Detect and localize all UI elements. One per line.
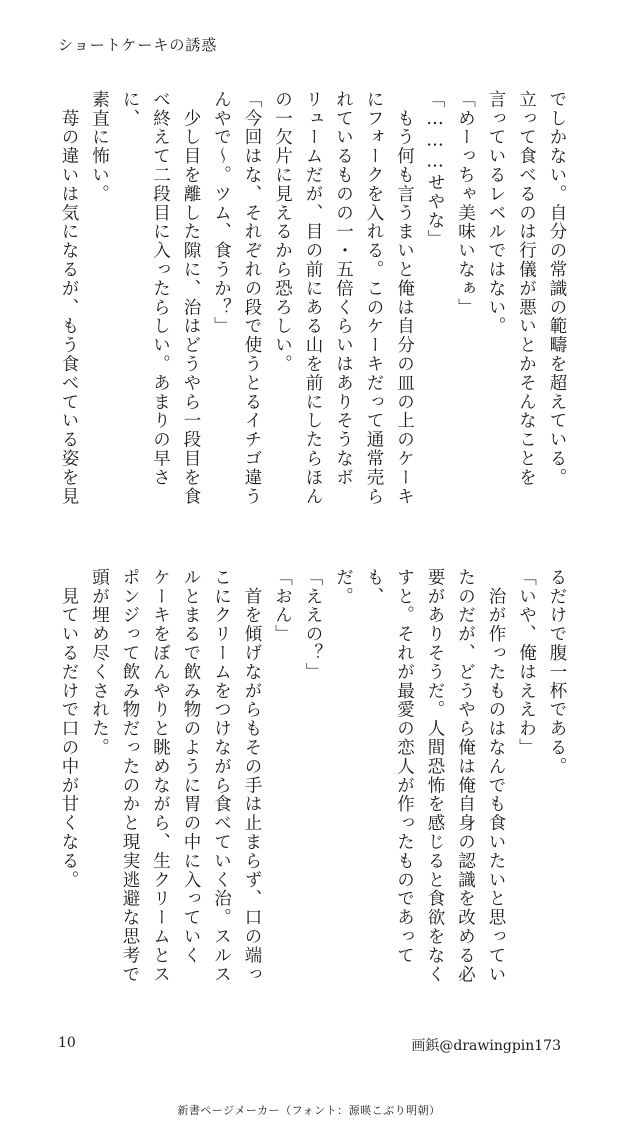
text-line: 頭が埋め尽くされた。 [89, 568, 110, 757]
page-title: ショートケーキの誘惑 [58, 36, 218, 54]
text-line: 「今回はな、それぞれの段で使うとるイチゴ違う [242, 90, 262, 506]
text-line: 言っているレベルではない。 [486, 90, 506, 336]
text-line: すと。それが最愛の恋人が作ったものであっても、 [364, 568, 415, 965]
text-block-bottom [52, 568, 572, 998]
text-line: 「おん」 [272, 568, 293, 644]
text-line: 少し目を離した隙に、治はどうやら一段目を食 [181, 90, 201, 506]
text-line: 「………せやな」 [425, 90, 445, 249]
text-line: 首を傾げながらもその手は止まらず、口の端っ [242, 568, 262, 984]
text-line: 「ええの？」 [303, 568, 323, 682]
author-credit: 画鋲@drawingpin173 [411, 1038, 561, 1054]
text-line: だ。 [333, 568, 354, 606]
text-line: 立って食べるのは行儀が悪いとかそんなことを [516, 90, 537, 487]
text-line: 素直に怖い。 [89, 90, 110, 204]
text-line: リュームだが、目の前にある山を前にしたらほん [303, 90, 323, 506]
text-line: べ終えて二段目に入ったらしい。あまりの早さに、 [120, 90, 171, 487]
text-line: るだけで腹一杯である。 [547, 568, 567, 776]
text-line: んやで〜。ツム、食うか？」 [211, 90, 232, 336]
generator-credit: 新書ページメーカー（フォント：源暎こぶり明朝） [177, 1104, 441, 1117]
text-block-top [52, 90, 572, 520]
text-line: ルとまるで飲み物のように胃の中に入っていく [181, 568, 201, 965]
text-line: たのだが、どうやら俺は俺自身の認識を改める必 [455, 568, 476, 984]
text-line: の一欠片に見えるから恐ろしい。 [272, 90, 293, 374]
text-line: 治が作ったものはなんでも食いたいと思ってい [486, 568, 506, 984]
text-line: にフォークを入れる。このケーキだって通常売ら [364, 90, 384, 506]
text-line: でしかない。自分の常識の範疇を超えている。 [547, 90, 567, 487]
text-line: こにクリームをつけながら食べていく治。スルス [211, 568, 232, 984]
text-line: 「いや、俺はええわ」 [516, 568, 537, 757]
text-line: 「めーっちゃ美味いなぁ」 [455, 90, 476, 317]
text-line: ポンジって飲み物だったのかと現実逃避な思考で [120, 568, 140, 984]
page-number: 10 [58, 1035, 76, 1051]
text-line: 苺の違いは気になるが、もう食べている姿を見 [59, 90, 79, 506]
text-line: れているものの一・五倍くらいはありそうなボ [333, 90, 354, 487]
text-line: 見ているだけで口の中が甘くなる。 [59, 568, 79, 890]
text-line: もう何も言うまいと俺は自分の皿の上のケーキ [394, 90, 415, 506]
text-line: 要がありそうだ。人間恐怖を感じると食欲をなく [425, 568, 445, 984]
text-line: ケーキをぼんやりと眺めながら、生クリームとス [150, 568, 171, 984]
